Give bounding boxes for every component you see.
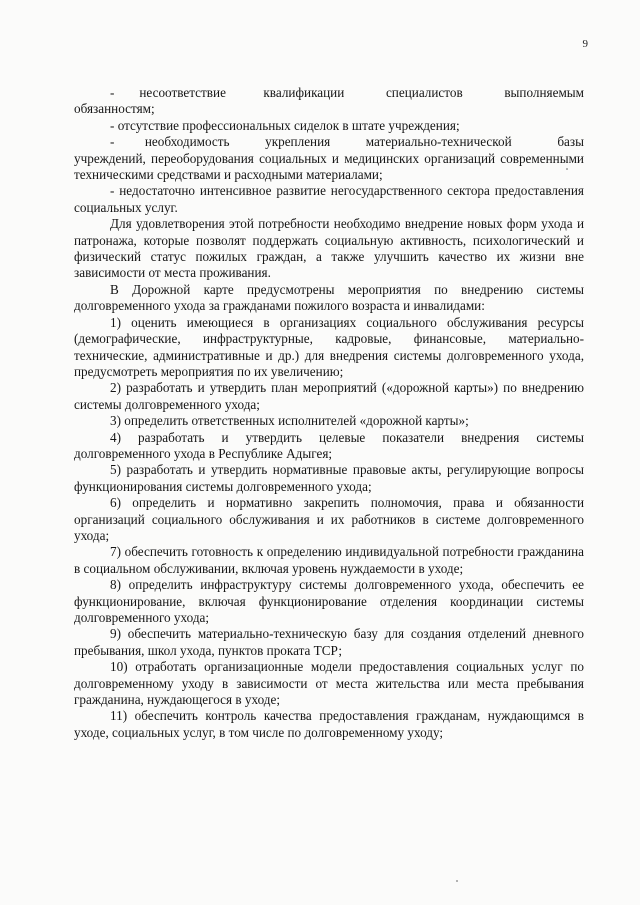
list-item-5: 5) разработать и утвердить нормативные правовые акты, регулирующие вопросы функционирования системы долговременного ухода; (74, 462, 584, 494)
paragraph-roadmap-intro: В Дорожной карте предусмотрены мероприятия по внедрению системы долговременного ухода за гражданами пожилого возраста и инвалидами: (74, 281, 584, 314)
paragraph-bullet-nongovernment-sector: - недостаточно интенсивное развитие негосударственного сектора предоставления социальных услуг. (74, 183, 584, 215)
list-item-7: 7) обеспечить готовность к определению индивидуальной потребности гражданина в социальном обслуживании, включая уровень нуждаемости в уходе; (74, 544, 584, 576)
page-number: 9 (582, 38, 588, 50)
list-item-1: 1) оценить имеющиеся в организациях социального обслуживания ресурсы (демографические, инфраструктурные, кадровые, финансовые, материально- технические, административные и др.) для внедрения системы долговременного ухода, предусмотреть мероприятия по их увеличению; (74, 314, 584, 379)
paragraph-new-forms-of-care: Для удовлетворения этой потребности необходимо внедрение новых форм ухода и патронажа, которые позволят поддержать социальную активность, психологический и физический статус пожилых граждан, а также улучшить качество их жизни вне зависимости от места проживания. (74, 216, 584, 281)
paragraph-bullet-caregivers: - отсутствие профессиональных сиделок в штате учреждения; (110, 117, 460, 133)
scan-speck (456, 880, 458, 882)
scan-speck (566, 168, 568, 170)
body-text (74, 85, 584, 741)
list-item-10: 10) отработать организационные модели предоставления социальных услуг по долговременному уходу в зависимости от места жительства или места пребывания гражданина, нуждающегося в уходе; (74, 659, 584, 708)
list-item-11: 11) обеспечить контроль качества предоставления гражданам, нуждающимся в уходе, социальных услуг, в том числе по долговременному уходу; (74, 708, 584, 740)
list-item-2: 2) разработать и утвердить план мероприятий («дорожной карты») по внедрению системы долговременного ухода; (74, 380, 584, 412)
list-item-4: 4) разработать и утвердить целевые показатели внедрения системы долговременного ухода в Республике Адыгея; (74, 429, 584, 461)
list-item-9: 9) обеспечить материально-техническую базу для создания отделений дневного пребывания, школ ухода, пунктов проката ТСР; (74, 626, 584, 658)
paragraph-bullet-material-base: - необходимость укрепления материально-технической базы учреждений, переоборудования социальных и медицинских организаций современными техническими средствами и расходными материалами; (74, 134, 584, 183)
list-item-8: 8) определить инфраструктуру системы долговременного ухода, обеспечить ее функционирование, включая функционирование отделения координации системы долговременного ухода; (74, 577, 584, 625)
list-item-3: 3) определить ответственных исполнителей «дорожной карты»; (110, 413, 469, 429)
paragraph-bullet-qualification: - несоответствие квалификации специалистов выполняемым обязанностям; (74, 85, 584, 117)
list-item-6: 6) определить и нормативно закрепить полномочия, права и обязанности организаций социального обслуживания и их работников в системе долговременного ухода; (74, 495, 584, 543)
